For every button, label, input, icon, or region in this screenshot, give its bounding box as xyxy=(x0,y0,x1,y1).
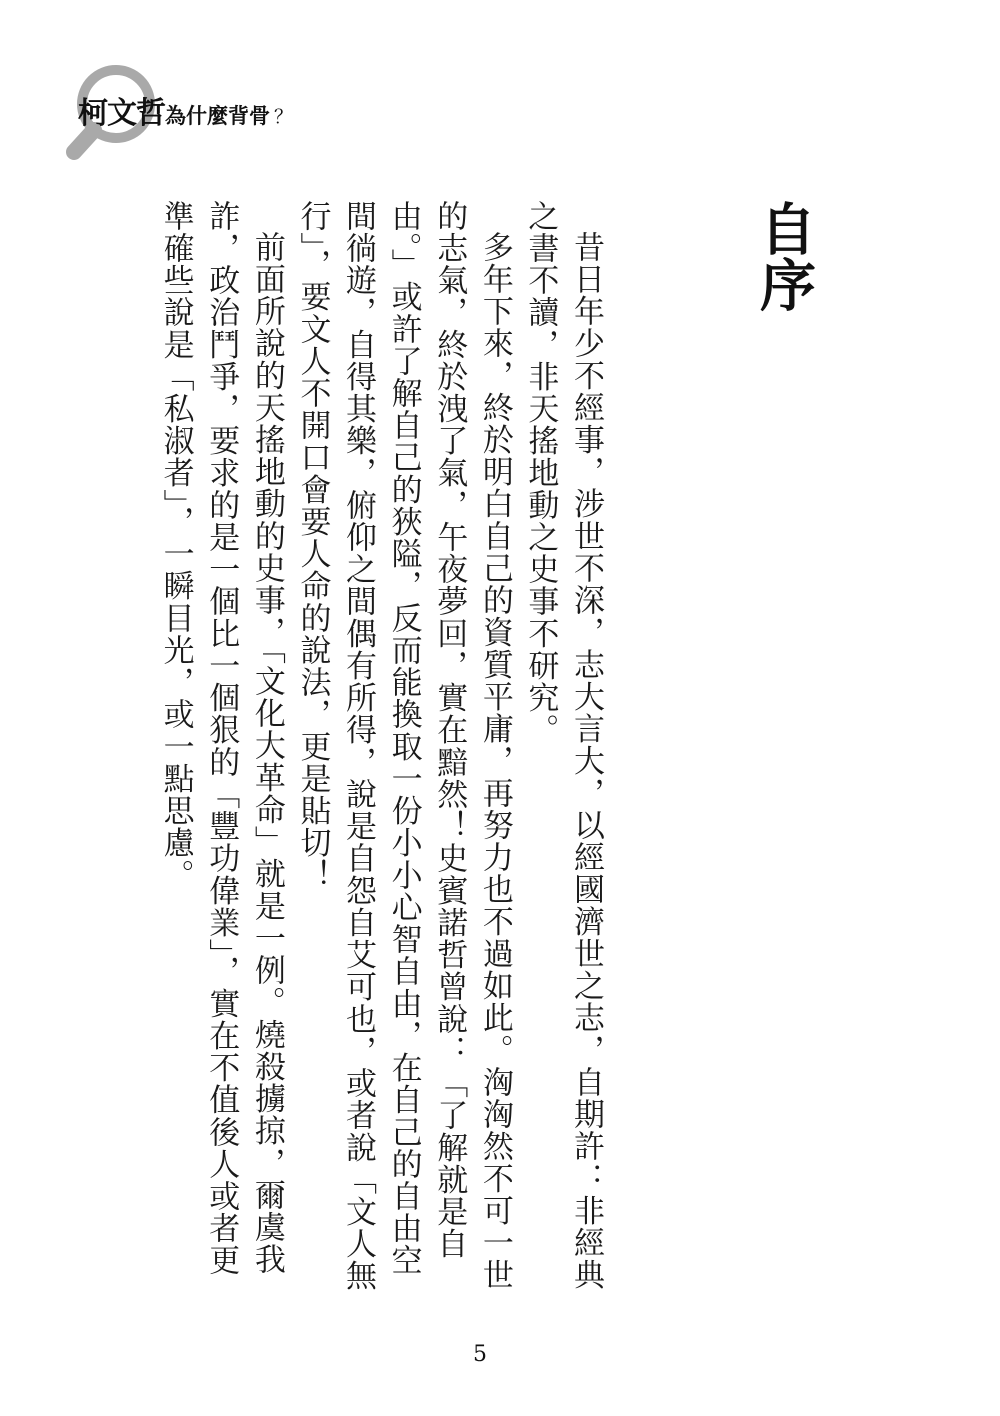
body-text xyxy=(148,200,608,1300)
book-title xyxy=(78,88,293,132)
book-title-mark: ？ xyxy=(274,106,294,128)
page-number: 5 xyxy=(473,1342,487,1367)
running-header xyxy=(62,62,362,162)
paragraph-3: 前面所說的天搖地動的史事，「文化大革命」就是一例。燒殺擄掠，爾虞我詐，政治鬥爭，要求的是一個比一個狠的「豐功偉業」，實在不值後人或者更準確些說是「私淑者」，一瞬目光，或一點思慮。 xyxy=(157,200,285,1277)
paragraph-2: 多年下來，終於明白自己的資質平庸，再努力也不過如此。洶洶然不可一世的志氣，終於洩了氣，午夜夢回，實在黯然！史賓諾哲曾說：「了解就是自由。」或許了解自己的狹隘，反而能換取一份小小心智自由，在自己的自由空間徜遊，自得其樂，俯仰之間偶有所得，說是自怨自艾可也，或者說「文人無行」，要文人不開口會要人命的說法，更是貼切！ xyxy=(294,200,513,1293)
book-title-sub: 為什麼背骨 xyxy=(165,104,270,128)
paragraph-1: 昔日年少不經事，涉世不深，志大言大，以經國濟世之志，自期許：非經典之書不讀，非天搖地動之史事不研究。 xyxy=(522,200,604,1291)
book-title-main: 柯文哲 xyxy=(78,96,165,131)
chapter-title: 自序 xyxy=(751,200,817,312)
